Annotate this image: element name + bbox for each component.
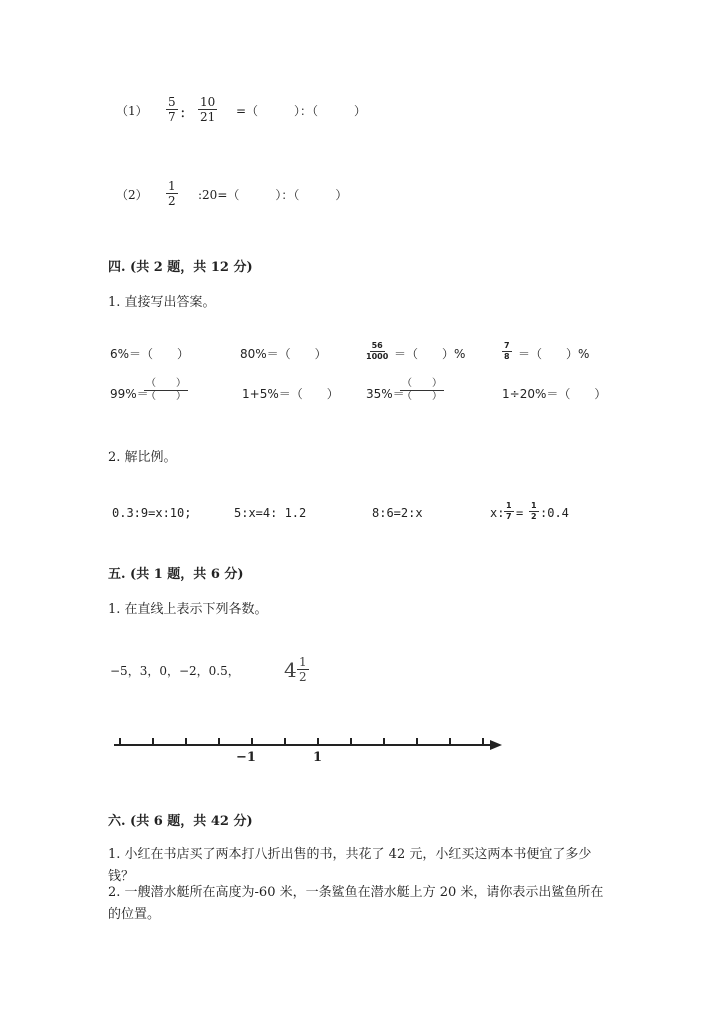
fraction: $\frac{1}{2}$: [531, 501, 537, 521]
fraction-blank: （ ） （ ）: [146, 378, 186, 402]
question-text: 1. 在直线上表示下列各数。: [108, 602, 268, 617]
fraction: $\frac{10}{21}$: [200, 95, 216, 124]
proportion-item: 8:6=2:x: [372, 506, 423, 520]
proportion-item: :0.4: [540, 506, 569, 520]
axis-label-one: 1: [313, 750, 323, 765]
section-title: 五. (共 1 题，共 6 分): [108, 567, 244, 582]
question-text: 1. 直接写出答案。: [108, 295, 216, 310]
exercise-item: ＝（ ）%: [394, 347, 466, 361]
exercise-item: 80%＝（ ）: [240, 347, 327, 361]
section-title: 四. (共 2 题，共 12 分): [108, 260, 253, 275]
exercise-item: ＝（ ）%: [518, 347, 590, 361]
exercise-item: 6%＝（ ）: [110, 347, 190, 361]
fraction-blank: （ ） （ ）: [402, 378, 442, 402]
answer-blanks: =（ ）：（ ）: [236, 104, 367, 118]
axis-line: [114, 740, 502, 750]
problem-label: （1）: [116, 104, 148, 118]
mixed-whole: 4: [284, 658, 297, 682]
fraction: $\frac{56}{1000}$: [366, 341, 389, 361]
question-text: 2. 一艘潜水艇所在高度为-60 米，一条鲨鱼在潜水艇上方 20 米，请你表示出鲨鱼所在的位置。: [108, 885, 604, 922]
answer-blanks: :20=（ ）：（ ）: [198, 188, 348, 202]
fraction: $\frac{7}{8}$: [504, 341, 510, 361]
exercise-item: 1÷20%＝（ ）: [502, 387, 607, 401]
number-list: −5，3，0，−2，0.5，: [110, 664, 240, 678]
exercise-item: 35%＝: [366, 387, 405, 401]
fraction: $\frac{5}{7}$: [168, 95, 176, 124]
proportion-item: x:: [490, 506, 505, 520]
proportion-item: 5:x=4: 1.2: [234, 506, 307, 520]
problem-label: （2）: [116, 188, 148, 202]
axis-ticks: [120, 738, 483, 745]
ratio-separator: ：: [180, 106, 193, 120]
fraction: $\frac{1}{2}$: [168, 179, 176, 208]
axis-label-negative-one: −1: [236, 750, 256, 765]
question-text: 1. 小红在书店买了两本打八折出售的书，共花了 42 元，小红买这两本书便宜了多少钱？: [108, 847, 592, 884]
question-text: 2. 解比例。: [108, 450, 177, 465]
proportion-item: 0.3:9=x:10;: [112, 506, 192, 520]
fraction: $\frac{1}{7}$: [506, 501, 512, 521]
proportion-item: =: [516, 506, 524, 520]
exercise-item: 99%＝: [110, 387, 149, 401]
exercise-item: 1+5%＝（ ）: [242, 387, 339, 401]
section-title: 六. (共 6 题，共 42 分): [108, 814, 253, 829]
fraction: $\frac{1}{2}$: [299, 655, 307, 684]
